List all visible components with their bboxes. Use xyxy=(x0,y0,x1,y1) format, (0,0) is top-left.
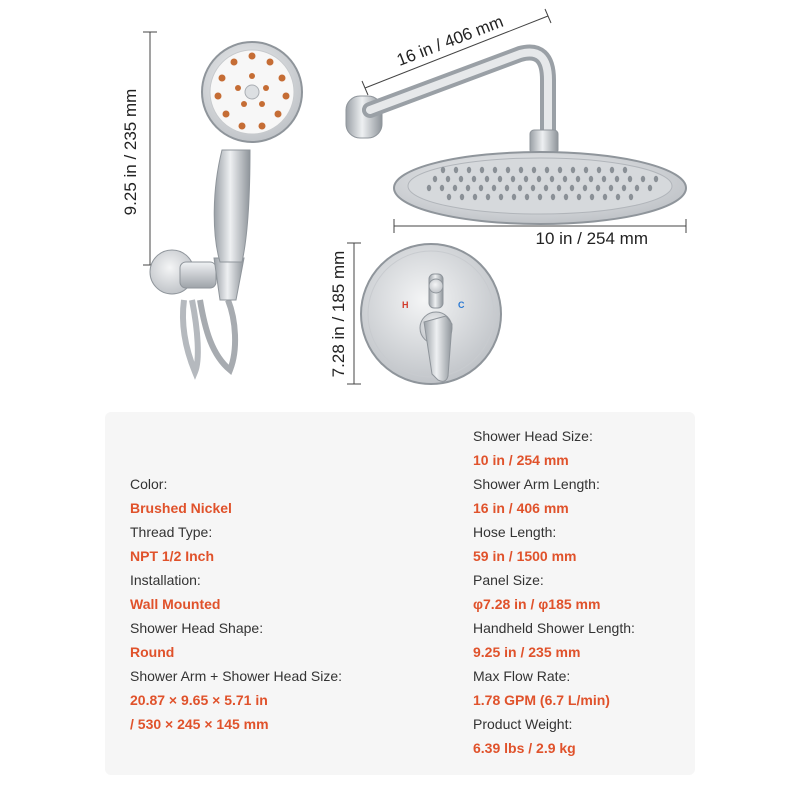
spec-label-flow-rate: Max Flow Rate: xyxy=(473,668,571,684)
nozzle xyxy=(545,167,549,173)
nozzle xyxy=(441,167,445,173)
spec-value-color: Brushed Nickel xyxy=(130,500,232,516)
panel-dimension-label: 7.28 in / 185 mm xyxy=(329,250,348,378)
nozzle xyxy=(622,185,626,191)
spec-label-installation: Installation: xyxy=(130,572,201,588)
panel-dimension xyxy=(329,243,361,384)
nozzle xyxy=(427,185,431,191)
nozzle xyxy=(519,167,523,173)
nozzle xyxy=(518,185,522,191)
rain-shower-head xyxy=(394,152,686,224)
nozzle xyxy=(512,194,516,200)
spec-value-panel-size: φ7.28 in / φ185 mm xyxy=(473,596,601,612)
nozzle xyxy=(583,185,587,191)
arm-dimension-label: 16 in / 406 mm xyxy=(394,11,506,70)
spec-value-arm-head-size: 20.87 × 9.65 × 5.71 in xyxy=(130,692,268,708)
nozzle xyxy=(635,185,639,191)
handheld-dimension-label: 9.25 in / 235 mm xyxy=(121,88,140,216)
nozzle xyxy=(602,176,606,182)
nozzle xyxy=(453,185,457,191)
head-dimension-label: 10 in / 254 mm xyxy=(535,229,648,248)
spec-value-hose-length: 59 in / 1500 mm xyxy=(473,548,577,564)
nozzle xyxy=(616,194,620,200)
nozzle xyxy=(532,167,536,173)
nozzle xyxy=(609,185,613,191)
nozzle xyxy=(492,185,496,191)
nozzle xyxy=(472,176,476,182)
handheld-dimension xyxy=(121,32,157,265)
spec-label-arm-length: Shower Arm Length: xyxy=(473,476,600,492)
nozzle xyxy=(498,176,502,182)
nozzle xyxy=(577,194,581,200)
spec-value-thread: NPT 1/2 Inch xyxy=(130,548,215,564)
nozzle xyxy=(459,176,463,182)
spec-column-right xyxy=(473,412,688,775)
spec-column-left xyxy=(130,412,410,775)
nozzle xyxy=(628,176,632,182)
nozzle xyxy=(557,185,561,191)
nozzle xyxy=(486,194,490,200)
nozzle xyxy=(641,176,645,182)
nozzle xyxy=(485,176,489,182)
nozzle xyxy=(551,194,555,200)
nozzle xyxy=(596,185,600,191)
nozzle xyxy=(570,185,574,191)
nozzle xyxy=(460,194,464,200)
nozzle xyxy=(654,176,658,182)
spec-label-weight: Product Weight: xyxy=(473,716,573,732)
spec-label-color: Color: xyxy=(130,476,168,492)
spec-label-handheld-length: Handheld Shower Length: xyxy=(473,620,635,636)
spec-value-head-size: 10 in / 254 mm xyxy=(473,452,569,468)
nozzle xyxy=(493,167,497,173)
nozzle xyxy=(623,167,627,173)
spec-value-weight: 6.39 lbs / 2.9 kg xyxy=(473,740,576,756)
nozzle xyxy=(589,176,593,182)
control-panel xyxy=(361,244,501,384)
nozzle xyxy=(454,167,458,173)
spec-value-arm-length: 16 in / 406 mm xyxy=(473,500,569,516)
nozzle xyxy=(466,185,470,191)
nozzle xyxy=(506,167,510,173)
nozzle xyxy=(447,194,451,200)
shower-arm xyxy=(346,52,558,154)
nozzle xyxy=(538,194,542,200)
spec-label-head-shape: Shower Head Shape: xyxy=(130,620,264,636)
nozzle xyxy=(558,167,562,173)
nozzle xyxy=(584,167,588,173)
spec-label-arm-head-size: Shower Arm + Shower Head Size: xyxy=(130,668,343,684)
nozzle xyxy=(433,176,437,182)
nozzle xyxy=(446,176,450,182)
spec-label-head-size: Shower Head Size: xyxy=(473,428,593,444)
nozzle xyxy=(525,194,529,200)
spec-label-hose-length: Hose Length: xyxy=(473,524,557,540)
nozzle xyxy=(550,176,554,182)
hot-mark: H xyxy=(402,300,409,310)
nozzle xyxy=(480,167,484,173)
nozzle xyxy=(440,185,444,191)
handheld-shower xyxy=(150,42,302,372)
spec-card xyxy=(105,412,695,775)
nozzle xyxy=(648,185,652,191)
spec-label-thread: Thread Type: xyxy=(130,524,213,540)
spec-value-installation: Wall Mounted xyxy=(130,596,221,612)
nozzle xyxy=(603,194,607,200)
nozzle xyxy=(531,185,535,191)
nozzle xyxy=(473,194,477,200)
spec-label-panel-size: Panel Size: xyxy=(473,572,544,588)
nozzle xyxy=(505,185,509,191)
nozzle xyxy=(571,167,575,173)
nozzle xyxy=(576,176,580,182)
nozzle xyxy=(615,176,619,182)
nozzle xyxy=(499,194,503,200)
nozzle xyxy=(467,167,471,173)
nozzle xyxy=(564,194,568,200)
spec-value-handheld-length: 9.25 in / 235 mm xyxy=(473,644,581,660)
nozzle xyxy=(524,176,528,182)
spec-value-flow-rate: 1.78 GPM (6.7 L/min) xyxy=(473,692,610,708)
nozzle xyxy=(629,194,633,200)
spec-value-head-shape: Round xyxy=(130,644,175,660)
nozzle xyxy=(563,176,567,182)
nozzle xyxy=(544,185,548,191)
nozzle xyxy=(479,185,483,191)
nozzle xyxy=(597,167,601,173)
nozzle xyxy=(610,167,614,173)
nozzle xyxy=(511,176,515,182)
spec-value-arm-head-size-metric: / 530 × 245 × 145 mm xyxy=(130,716,269,732)
nozzle xyxy=(590,194,594,200)
cold-mark: C xyxy=(458,300,465,310)
nozzle xyxy=(537,176,541,182)
